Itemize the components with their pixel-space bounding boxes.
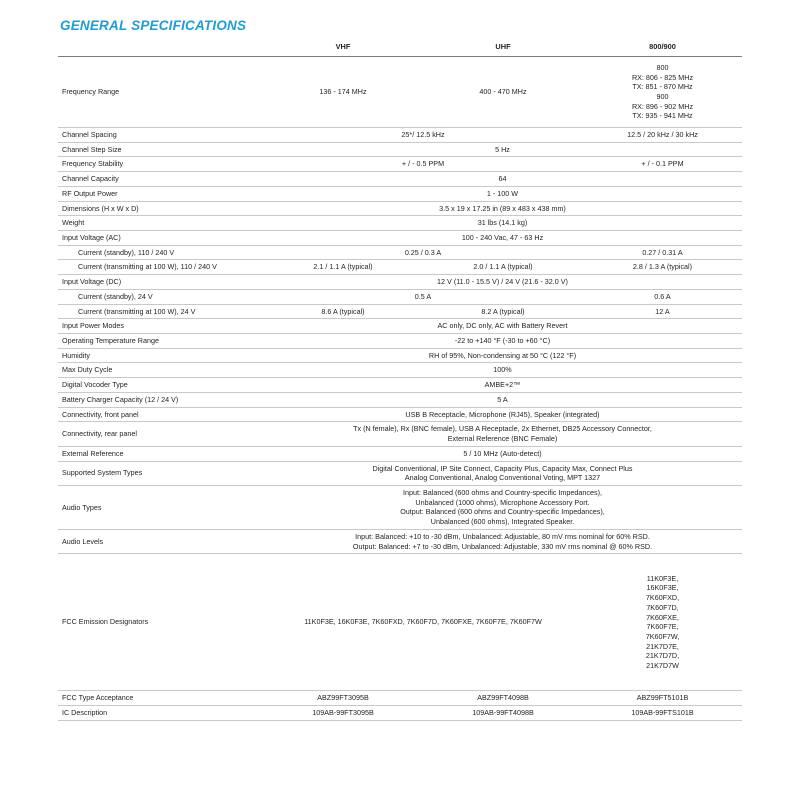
row-value: Input: Balanced (600 ohms and Country-specific Impedances), Unbalanced (1000 ohms), Microphone Accessory Port. Output: Balanced (600 ohms and Country-specific Impedances), Unbalanced (600 ohms), Integrated Speaker. [263, 485, 742, 529]
row-value: 2.0 / 1.1 A (typical) [423, 260, 583, 275]
table-row [58, 422, 742, 446]
table-row [58, 348, 742, 363]
row-value: 11K0F3E, 16K0F3E, 7K60FXD, 7K60F7D, 7K60FXE, 7K60F7E, 7K60F7W, 21K7D7E, 21K7D7D, 21K7D7W [583, 554, 742, 691]
row-value: 109AB-99FTS101B [583, 705, 742, 720]
row-value: 800 RX: 806 - 825 MHz TX: 851 - 870 MHz 900 RX: 896 - 902 MHz TX: 935 - 941 MHz [583, 56, 742, 127]
row-label: Current (transmitting at 100 W), 24 V [58, 304, 263, 319]
row-value: 400 - 470 MHz [423, 56, 583, 127]
row-value: 100 - 240 Vac, 47 - 63 Hz [263, 231, 742, 246]
row-value: 0.6 A [583, 289, 742, 304]
row-value: 25*/ 12.5 kHz [263, 127, 583, 142]
row-value: 109AB-99FT4098B [423, 705, 583, 720]
row-value: 2.8 / 1.3 A (typical) [583, 260, 742, 275]
row-value: Tx (N female), Rx (BNC female), USB A Receptacle, 2x Ethernet, DB25 Accessory Connector, External Reference (BNC Female) [263, 422, 742, 446]
table-row [58, 319, 742, 334]
row-value: ABZ99FT4098B [423, 691, 583, 706]
row-label: Frequency Range [58, 56, 263, 127]
row-value: ABZ99FT5101B [583, 691, 742, 706]
row-value: 12.5 / 20 kHz / 30 kHz [583, 127, 742, 142]
row-label: RF Output Power [58, 186, 263, 201]
row-value: 12 V (11.0 - 15.5 V) / 24 V (21.6 - 32.0 V) [263, 275, 742, 290]
table-row [58, 186, 742, 201]
row-label: Channel Capacity [58, 172, 263, 187]
table-row [58, 231, 742, 246]
table-header-row [58, 39, 742, 56]
row-label: Humidity [58, 348, 263, 363]
row-value: 8.2 A (typical) [423, 304, 583, 319]
row-value: 0.27 / 0.31 A [583, 245, 742, 260]
table-row [58, 127, 742, 142]
row-label: Connectivity, front panel [58, 407, 263, 422]
row-label: Current (standby), 110 / 240 V [58, 245, 263, 260]
table-row [58, 705, 742, 720]
row-label: Dimensions (H x W x D) [58, 201, 263, 216]
row-value: 8.6 A (typical) [263, 304, 423, 319]
row-value: USB B Receptacle, Microphone (RJ45), Speaker (integrated) [263, 407, 742, 422]
row-label: Channel Step Size [58, 142, 263, 157]
row-value: 1 - 100 W [263, 186, 742, 201]
row-label: Max Duty Cycle [58, 363, 263, 378]
row-value: ABZ99FT3095B [263, 691, 423, 706]
row-value: 31 lbs (14.1 kg) [263, 216, 742, 231]
row-label: Current (standby), 24 V [58, 289, 263, 304]
row-value: AMBE+2™ [263, 378, 742, 393]
general-specifications-table [58, 39, 742, 721]
table-row [58, 446, 742, 461]
table-row [58, 461, 742, 485]
table-row [58, 201, 742, 216]
row-value: RH of 95%, Non-condensing at 50 °C (122 °F) [263, 348, 742, 363]
row-value: 0.25 / 0.3 A [263, 245, 583, 260]
row-label: IC Description [58, 705, 263, 720]
row-value: 0.5 A [263, 289, 583, 304]
row-label: Input Voltage (DC) [58, 275, 263, 290]
row-label: Supported System Types [58, 461, 263, 485]
row-value: -22 to +140 °F (-30 to +60 °C) [263, 334, 742, 349]
row-label: Digital Vocoder Type [58, 378, 263, 393]
table-row [58, 56, 742, 127]
row-value: 64 [263, 172, 742, 187]
table-row [58, 334, 742, 349]
table-row [58, 260, 742, 275]
column-header-vhf: VHF [263, 39, 423, 56]
table-row [58, 216, 742, 231]
table-row [58, 407, 742, 422]
row-value: 100% [263, 363, 742, 378]
table-row [58, 485, 742, 529]
row-value: 2.1 / 1.1 A (typical) [263, 260, 423, 275]
row-label: Audio Levels [58, 529, 263, 553]
row-label: Channel Spacing [58, 127, 263, 142]
table-row [58, 554, 742, 691]
table-row [58, 245, 742, 260]
column-header-800-900: 800/900 [583, 39, 742, 56]
row-label: Frequency Stability [58, 157, 263, 172]
row-value: AC only, DC only, AC with Battery Revert [263, 319, 742, 334]
row-value: 11K0F3E, 16K0F3E, 7K60FXD, 7K60F7D, 7K60FXE, 7K60F7E, 7K60F7W [263, 554, 583, 691]
table-row [58, 142, 742, 157]
table-row [58, 529, 742, 553]
page-title: GENERAL SPECIFICATIONS [60, 18, 247, 33]
table-row [58, 304, 742, 319]
table-row [58, 157, 742, 172]
column-header-uhf: UHF [423, 39, 583, 56]
row-label: Weight [58, 216, 263, 231]
row-value: 5 / 10 MHz (Auto-detect) [263, 446, 742, 461]
table-row [58, 378, 742, 393]
row-label: Audio Types [58, 485, 263, 529]
row-value: 3.5 x 19 x 17.25 in (89 x 483 x 438 mm) [263, 201, 742, 216]
row-label: FCC Type Acceptance [58, 691, 263, 706]
row-label: Connectivity, rear panel [58, 422, 263, 446]
row-label: External Reference [58, 446, 263, 461]
row-value: Input: Balanced: +10 to -30 dBm, Unbalanced: Adjustable, 80 mV rms nominal for 60% RSD. Output: Balanced: +7 to -30 dBm, Unbalanced: Adjustable, 330 mV rms nominal @ 60% RSD. [263, 529, 742, 553]
row-label: Operating Temperature Range [58, 334, 263, 349]
table-row [58, 275, 742, 290]
table-row [58, 289, 742, 304]
row-value: Digital Conventional, IP Site Connect, Capacity Plus, Capacity Max, Connect Plus Analog Conventional, Analog Conventional Voting, MPT 1327 [263, 461, 742, 485]
table-row [58, 691, 742, 706]
row-value: 109AB-99FT3095B [263, 705, 423, 720]
table-row [58, 363, 742, 378]
row-value: 5 A [263, 392, 742, 407]
table-row [58, 172, 742, 187]
row-value: 136 - 174 MHz [263, 56, 423, 127]
row-label: FCC Emission Designators [58, 554, 263, 691]
table-row [58, 392, 742, 407]
table-body [58, 39, 742, 720]
row-value: 5 Hz [263, 142, 742, 157]
row-value: 12 A [583, 304, 742, 319]
row-label: Input Power Modes [58, 319, 263, 334]
row-label: Current (transmitting at 100 W), 110 / 240 V [58, 260, 263, 275]
row-value: + / - 0.1 PPM [583, 157, 742, 172]
column-header-spec [58, 39, 263, 56]
row-label: Input Voltage (AC) [58, 231, 263, 246]
row-label: Battery Charger Capacity (12 / 24 V) [58, 392, 263, 407]
row-value: + / - 0.5 PPM [263, 157, 583, 172]
